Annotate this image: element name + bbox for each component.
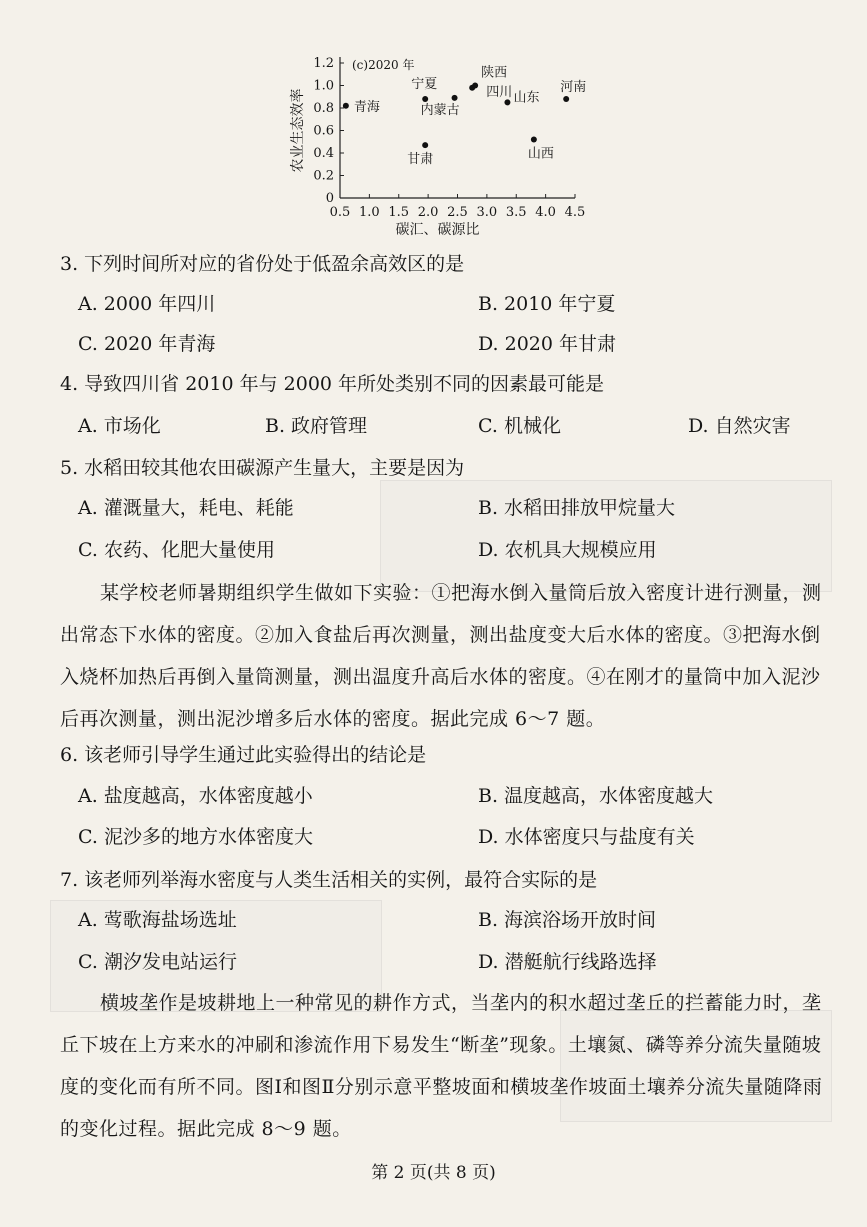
data-point-label: 青海 bbox=[353, 99, 380, 115]
q3-option-d[interactable]: D. 2020 年甘肃 bbox=[478, 333, 617, 355]
data-point bbox=[343, 103, 349, 109]
data-point bbox=[422, 96, 428, 102]
y-tick-label: 1.2 bbox=[313, 56, 334, 71]
question-5-stem: 5. 水稻田较其他农田碳源产生量大，主要是因为 bbox=[60, 457, 465, 479]
q3-option-c[interactable]: C. 2020 年青海 bbox=[78, 333, 216, 355]
q4-option-d[interactable]: D. 自然灾害 bbox=[688, 415, 791, 437]
x-tick-label: 3.0 bbox=[476, 205, 498, 220]
question-3-stem: 3. 下列时间所对应的省份处于低盈余高效区的是 bbox=[60, 253, 465, 275]
x-tick-label: 2.0 bbox=[417, 205, 439, 220]
x-tick-label: 4.0 bbox=[535, 205, 556, 220]
question-4-stem: 4. 导致四川省 2010 年与 2000 年所处类别不同的因素最可能是 bbox=[60, 373, 605, 395]
x-tick-label: 2.5 bbox=[447, 205, 468, 220]
y-tick-label: 0.6 bbox=[313, 123, 334, 139]
y-tick-label: 0.8 bbox=[313, 101, 334, 116]
data-point-label: 山西 bbox=[527, 146, 554, 162]
x-tick-label: 0.5 bbox=[329, 205, 351, 220]
question-6-stem: 6. 该老师引导学生通过此实验得出的结论是 bbox=[60, 744, 427, 766]
y-tick-label: 0.2 bbox=[313, 168, 334, 184]
data-point-label: 内蒙古 bbox=[420, 102, 460, 118]
q6-option-a[interactable]: A. 盐度越高，水体密度越小 bbox=[78, 785, 313, 807]
data-point-label: 宁夏 bbox=[411, 77, 438, 92]
data-point-label: 山东 bbox=[513, 90, 540, 106]
q7-option-a[interactable]: A. 莺歌海盐场选址 bbox=[78, 909, 237, 931]
q5-option-a[interactable]: A. 灌溉量大，耗电、耗能 bbox=[78, 497, 294, 519]
data-point bbox=[452, 95, 458, 101]
q4-option-c[interactable]: C. 机械化 bbox=[478, 415, 561, 437]
ridge-tillage-passage bbox=[60, 982, 830, 1150]
q7-option-b[interactable]: B. 海滨浴场开放时间 bbox=[478, 909, 657, 931]
data-point-label: 四川 bbox=[486, 84, 513, 100]
data-point bbox=[563, 96, 569, 102]
x-tick-label: 1.5 bbox=[388, 205, 410, 220]
q6-option-b[interactable]: B. 温度越高，水体密度越大 bbox=[478, 785, 714, 807]
y-tick-label: 0 bbox=[325, 191, 334, 206]
question-7-stem: 7. 该老师列举海水密度与人类生活相关的实例，最符合实际的是 bbox=[60, 869, 598, 891]
x-axis-label: 碳汇、碳源比 bbox=[395, 222, 480, 238]
q7-option-d[interactable]: D. 潜艇航行线路选择 bbox=[478, 951, 657, 973]
q7-option-c[interactable]: C. 潮汐发电站运行 bbox=[78, 951, 237, 973]
q6-option-d[interactable]: D. 水体密度只与盐度有关 bbox=[478, 826, 695, 848]
q3-option-b[interactable]: B. 2010 年宁夏 bbox=[478, 293, 616, 315]
data-point bbox=[469, 85, 475, 91]
y-tick-label: 1.0 bbox=[313, 78, 334, 94]
x-tick-label: 4.5 bbox=[564, 205, 586, 220]
data-point bbox=[504, 99, 510, 105]
data-point-label: 甘肃 bbox=[407, 152, 434, 168]
y-axis-label: 农业生态效率 bbox=[290, 88, 306, 173]
scatter-chart bbox=[280, 40, 600, 250]
q4-option-a[interactable]: A. 市场化 bbox=[78, 415, 161, 437]
experiment-passage-text: 某学校老师暑期组织学生做如下实验：①把海水倒入量筒后放入密度计进行测量，测出常态下水体的密度。②加入食盐后再次测量，测出盐度变大后水体的密度。③把海水倒入烧杯加热后再倒入量筒测量，测出温度升高后水体的密度。④在刚才的量筒中加入泥沙后再次测量，测出泥沙增多后水体的密度。据此完成 6～7 题。 bbox=[60, 582, 822, 730]
data-point-label: 河南 bbox=[560, 80, 587, 95]
q5-option-d[interactable]: D. 农机具大规模应用 bbox=[478, 539, 657, 561]
q5-option-c[interactable]: C. 农药、化肥大量使用 bbox=[78, 539, 275, 561]
ridge-tillage-passage-text: 横坡垄作是坡耕地上一种常见的耕作方式，当垄内的积水超过垄丘的拦蓄能力时，垄丘下坡在上方来水的冲刷和渗流作用下易发生“断垄”现象。土壤氮、磷等养分流失量随坡度的变化而有所不同。图Ⅰ和图Ⅱ分别示意平整坡面和横坡垄作坡面土壤养分流失量随降雨的变化过程。据此完成 8～9 题。 bbox=[60, 992, 823, 1140]
chart-title: (c)2020 年 bbox=[352, 58, 415, 72]
x-tick-label: 3.5 bbox=[505, 205, 527, 220]
data-point bbox=[531, 137, 537, 143]
x-tick-label: 1.0 bbox=[359, 205, 380, 220]
data-point-label: 陕西 bbox=[481, 65, 508, 81]
q3-option-a[interactable]: A. 2000 年四川 bbox=[78, 293, 216, 315]
q6-option-c[interactable]: C. 泥沙多的地方水体密度大 bbox=[78, 826, 313, 848]
chart-svg bbox=[280, 40, 600, 250]
experiment-passage bbox=[60, 572, 830, 740]
q4-option-b[interactable]: B. 政府管理 bbox=[265, 415, 368, 437]
data-point bbox=[422, 142, 428, 148]
q5-option-b[interactable]: B. 水稻田排放甲烷量大 bbox=[478, 497, 676, 519]
y-tick-label: 0.4 bbox=[313, 146, 334, 161]
page-number: 第 2 页(共 8 页) bbox=[371, 1163, 496, 1183]
